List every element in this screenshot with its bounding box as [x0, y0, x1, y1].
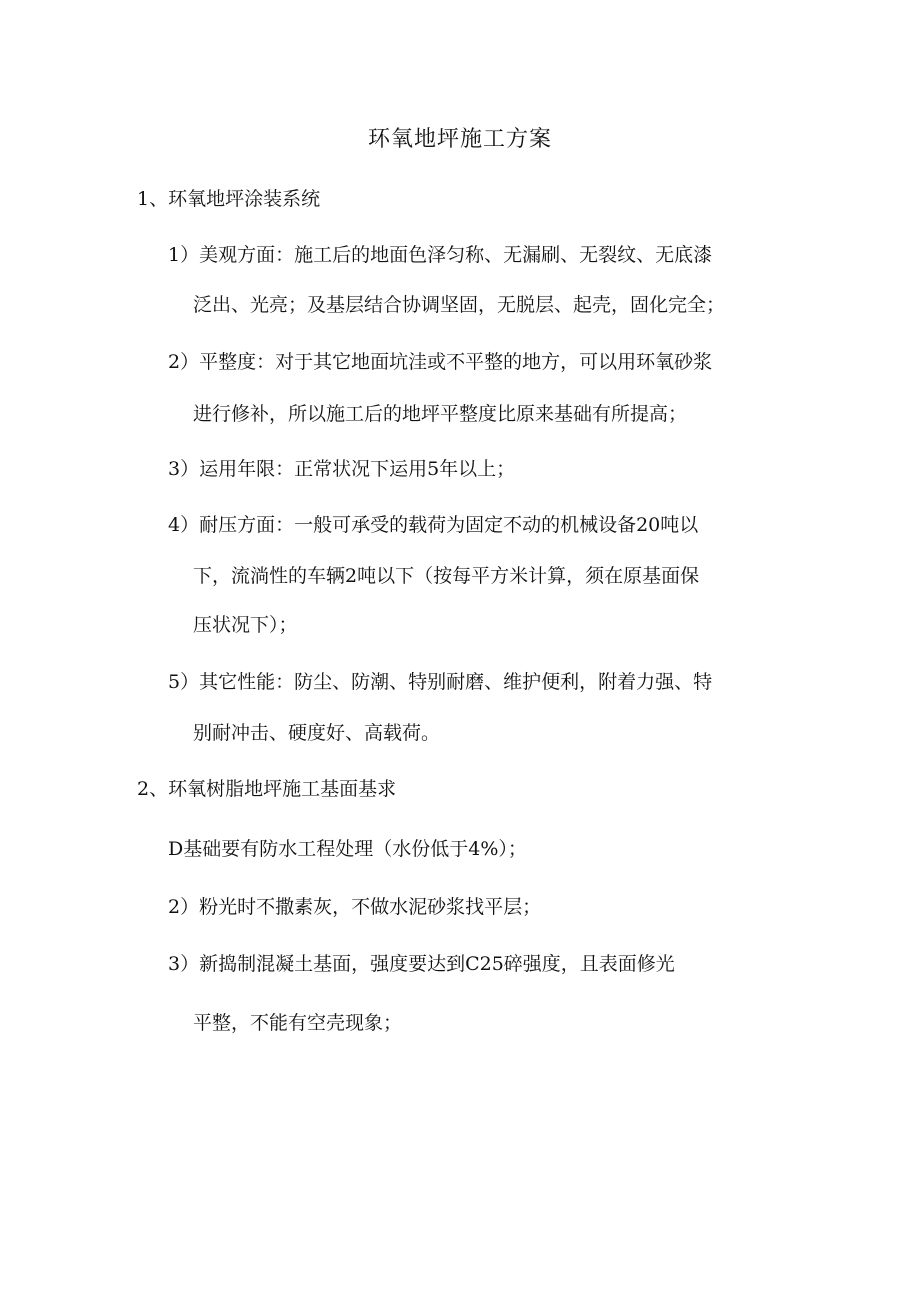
section-2-item-1-line-1: D基础要有防水工程处理（水份低于4%）；: [168, 838, 527, 860]
section-1-item-4-line-2: 下，流淌性的车辆2吨以下（按每平方米计算，须在原基面保: [193, 565, 700, 587]
section-1-item-4-line-1: 4）耐压方面：一般可承受的载荷为固定不动的机械设备20吨以: [168, 514, 699, 536]
section-2-item-3-line-2: 平整，不能有空壳现象；: [193, 1012, 403, 1034]
section-1-item-1-line-2: 泛出、光亮；及基层结合协调坚固，无脱层、起壳，固化完全；: [193, 294, 726, 316]
section-1-item-4-line-3: 压状况下）；: [193, 614, 298, 636]
section-2-heading: 2、环氧树脂地坪施工基面基求: [137, 778, 397, 800]
section-1-item-1-line-1: 1）美观方面：施工后的地面色泽匀称、无漏刷、无裂纹、无底漆: [168, 244, 713, 266]
section-1-item-3-line-1: 3）运用年限：正常状况下运用5年以上；: [168, 458, 516, 480]
section-1-item-5-line-1: 5）其它性能：防尘、防潮、特别耐磨、维护便利，附着力强、特: [168, 671, 713, 693]
document-title: 环氧地坪施工方案: [367, 127, 552, 152]
section-1-item-2-line-2: 进行修补，所以施工后的地坪平整度比原来基础有所提高；: [193, 403, 688, 425]
section-1-item-2-line-1: 2）平整度：对于其它地面坑洼或不平整的地方，可以用环氧砂浆: [168, 351, 713, 373]
section-2-item-3-line-1: 3）新捣制混凝土基面，强度要达到C25碎强度，且表面修光: [168, 953, 675, 975]
section-2-item-2-line-1: 2）粉光时不撒素灰，不做水泥砂浆找平层；: [168, 896, 542, 918]
section-1-item-5-line-2: 别耐冲击、硬度好、高载荷。: [193, 722, 441, 744]
section-1-heading: 1、环氧地坪涂装系统: [137, 188, 321, 210]
